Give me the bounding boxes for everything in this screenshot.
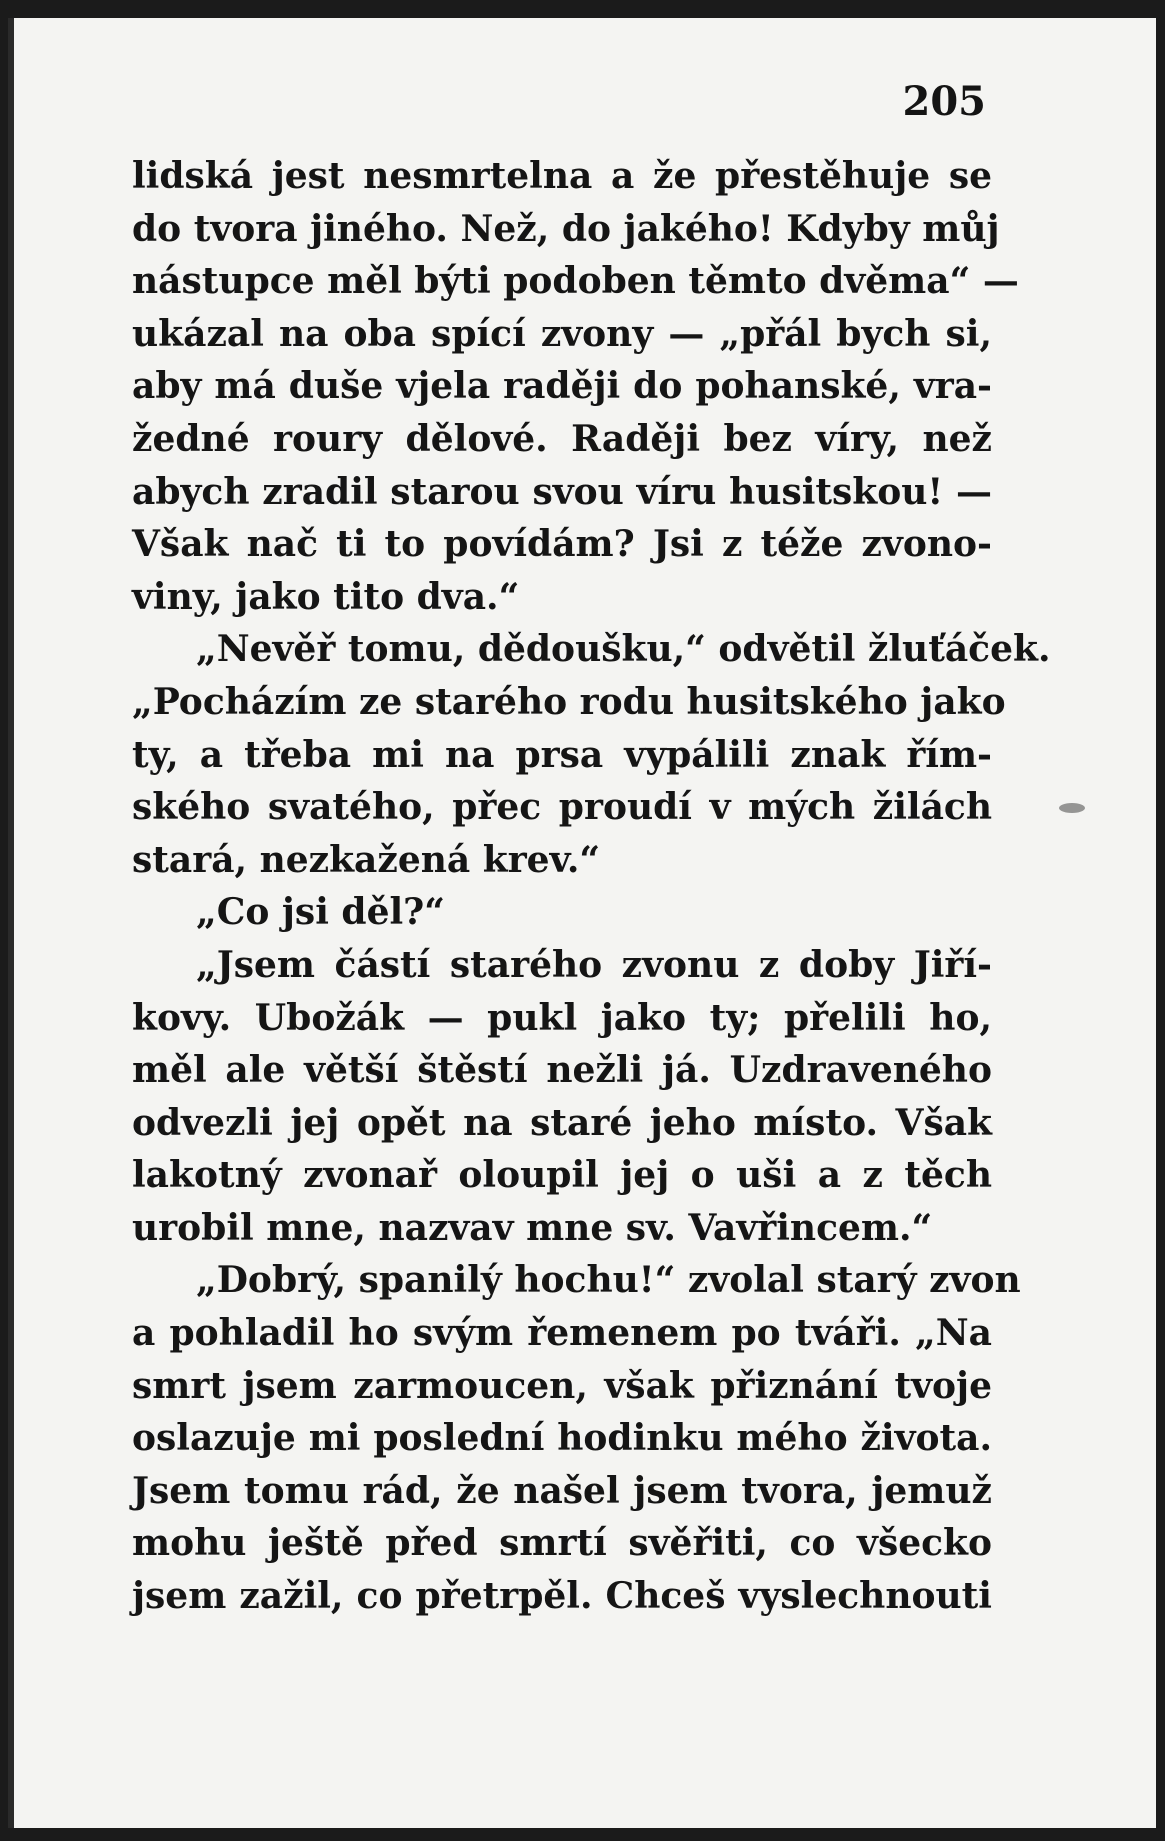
text-line: lidská jest nesmrtelna a že přestěhuje se <box>132 155 992 197</box>
text-line: aby má duše vjela raději do pohanské, vra- <box>132 365 992 408</box>
text-line: odvezli jej opět na staré jeho místo. Však <box>132 1101 992 1144</box>
text-line: Však nač ti to povídám? Jsi z téže zvono- <box>132 523 992 566</box>
text-line: stará, nezkažená krev.“ <box>132 838 601 881</box>
text-line: jsem zažil, co přetrpěl. Chceš vyslechnouti <box>132 1575 992 1618</box>
text-line: do tvora jiného. Než, do jakého! Kdyby můj <box>132 207 1000 250</box>
text-line: smrt jsem zarmoucen, však přiznání tvoje <box>132 1364 992 1407</box>
ink-smudge <box>1059 803 1085 813</box>
text-line: ského svatého, přec proudí v mých žilách <box>132 786 992 829</box>
text-line: abych zradil starou svou víru husitskou! — <box>132 470 992 513</box>
book-page <box>8 18 1156 1828</box>
text-line: žedné roury dělové. Raději bez víry, než <box>132 417 992 460</box>
text-line: „Nevěř tomu, dědoušku,“ odvětil žluťáček. <box>196 628 1051 671</box>
text-line: urobil mne, nazvav mne sv. Vavřincem.“ <box>132 1206 933 1249</box>
page-number: 205 <box>902 78 986 125</box>
text-line: mohu ještě před smrtí svěřiti, co všecko <box>132 1522 992 1565</box>
text-line: viny, jako tito dva.“ <box>132 575 520 618</box>
text-line: kovy. Ubožák — pukl jako ty; přelili ho, <box>132 996 992 1039</box>
text-line: „Co jsi děl?“ <box>196 891 445 934</box>
text-line: Jsem tomu rád, že našel jsem tvora, jemuž <box>132 1469 992 1512</box>
text-line: oslazuje mi poslední hodinku mého života. <box>132 1417 992 1460</box>
text-line: měl ale větší štěstí nežli já. Uzdraveného <box>132 1049 992 1092</box>
text-line: „Dobrý, spanilý hochu!“ zvolal starý zvon <box>196 1259 1021 1302</box>
text-line: ty, a třeba mi na prsa vypálili znak řím- <box>132 733 992 776</box>
body-text <box>132 150 1051 1623</box>
text-line: „Pocházím ze starého rodu husitského jako <box>132 680 1006 723</box>
text-line: a pohladil ho svým řemenem po tváři. „Na <box>132 1312 992 1355</box>
text-line: „Jsem částí starého zvonu z doby Jiří- <box>196 943 992 986</box>
text-line: ukázal na oba spící zvony — „přál bych si, <box>132 312 992 355</box>
text-line: lakotný zvonař oloupil jej o uši a z těch <box>132 1154 992 1197</box>
text-line: nástupce měl býti podoben těmto dvěma“ — <box>132 260 1019 303</box>
